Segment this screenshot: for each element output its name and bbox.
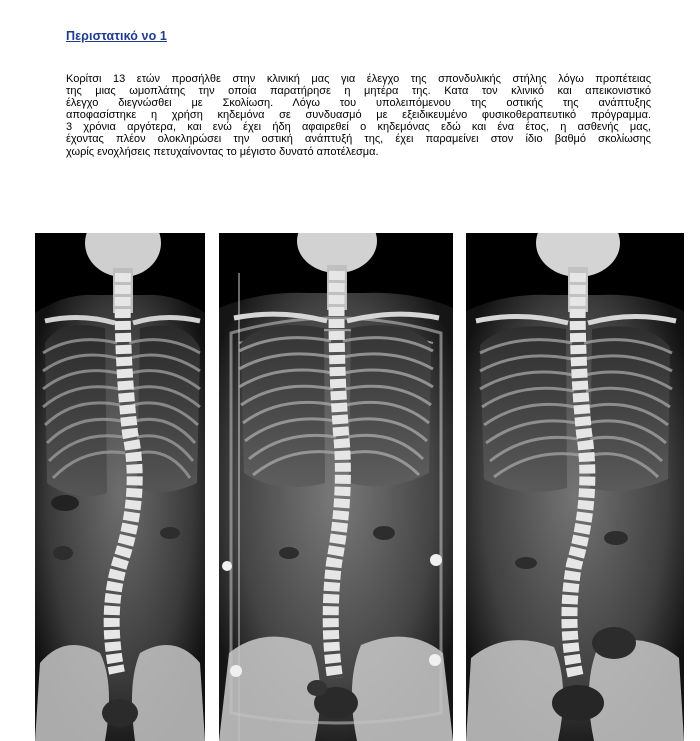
xray-initial: [35, 233, 205, 741]
description-line: αποφασίστηκε η χρήση κηδεμόνα σε συνδυασμό με εξειδικευμένο φυσικοθεραπευτικό πρόγραμμα.: [66, 109, 651, 122]
description-line: έλεγχο διεγνώσθει με Σκολίωση. Λόγω του υπολειπόμενου της οστικής της ανάπτυξης: [66, 97, 651, 110]
description-line: έχοντας πλέον ολοκληρώσει την οστική ανάπτυξή της, έχει παραμείνει στον ίδιο βαθμό σκολίωσης: [66, 133, 651, 146]
case-title: Περιστατικό νο 1: [66, 29, 167, 43]
description-line: 3 χρόνια αργότερα, και ενώ έχει ήδη αφαιρεθεί ο κηδεμόνας εδώ και ένα έτος, η ασθενής μας,: [66, 121, 651, 134]
description-line: της μιας ωμοπλάτης την οποία παρατήρησε η μητέρα της. Κατα τον κλινικό και απεικονιστικό: [66, 85, 651, 98]
xray-brace: [219, 233, 453, 741]
xray-followup: [466, 233, 684, 741]
description-line: χωρίς ενοχλήσεις πετυχαίνοντας το μέγιστο δυνατό αποτέλεσμα.: [66, 145, 379, 158]
case-description: [66, 73, 651, 158]
description-line: Κορίτσι 13 ετών προσήλθε στην κλινική μας για έλεγχο της σπονδυλικής στήλης λόγω προπέτειας: [66, 73, 651, 85]
